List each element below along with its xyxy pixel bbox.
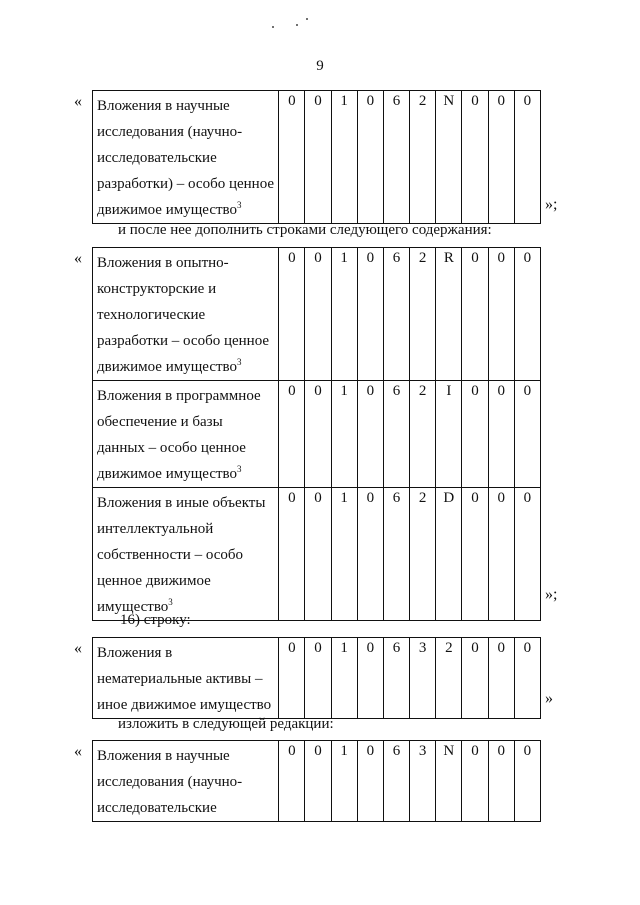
code-cell: 0 xyxy=(305,248,331,381)
code-cell: 1 xyxy=(331,638,357,719)
code-cell: 0 xyxy=(279,91,305,224)
code-cell: 0 xyxy=(357,741,383,822)
code-cell: 0 xyxy=(357,381,383,488)
table-row xyxy=(93,381,541,488)
code-cell: 0 xyxy=(305,381,331,488)
code-cell: 0 xyxy=(514,638,540,719)
label-line: исследования (научно- xyxy=(97,774,243,790)
label-line: исследовательские xyxy=(97,800,217,816)
code-cell: 6 xyxy=(383,741,409,822)
label-line: технологические xyxy=(97,307,206,323)
close-quote: »; xyxy=(545,196,558,213)
footnote-marker: 3 xyxy=(237,357,242,367)
label-line: собственности – особо xyxy=(97,547,243,563)
code-cell: 6 xyxy=(383,488,409,621)
code-table-4 xyxy=(92,740,541,822)
code-cell: 2 xyxy=(436,638,462,719)
label-line: Вложения в научные xyxy=(97,98,230,114)
label-line: Вложения в научные xyxy=(97,748,230,764)
footnote-marker: 3 xyxy=(237,200,242,210)
code-cell: 2 xyxy=(410,91,436,224)
code-cell: 0 xyxy=(462,741,488,822)
code-cell: 0 xyxy=(514,91,540,224)
code-cell: 2 xyxy=(410,248,436,381)
paragraph-item-16: 16) строку: xyxy=(120,612,191,628)
label-line: движимое имущество$^3$ xyxy=(97,464,242,482)
code-cell: 0 xyxy=(488,488,514,621)
label-line: исследования (научно- xyxy=(97,124,243,140)
open-quote: « xyxy=(74,250,82,267)
code-table-1 xyxy=(92,90,541,224)
code-cell: R xyxy=(436,248,462,381)
code-cell: 0 xyxy=(305,741,331,822)
code-cell: N xyxy=(436,91,462,224)
row-label xyxy=(93,248,279,381)
code-cell: 0 xyxy=(279,741,305,822)
code-cell: 0 xyxy=(462,248,488,381)
code-cell: 0 xyxy=(462,381,488,488)
code-cell: 0 xyxy=(488,741,514,822)
code-cell: 0 xyxy=(279,488,305,621)
code-cell: 0 xyxy=(514,488,540,621)
code-cell: 0 xyxy=(357,638,383,719)
code-cell: 0 xyxy=(462,638,488,719)
code-table-3 xyxy=(92,637,541,719)
label-line: иное движимое имущество xyxy=(97,697,272,713)
code-cell: 2 xyxy=(410,488,436,621)
label-line: обеспечение и базы xyxy=(97,414,223,430)
row-label xyxy=(93,381,279,488)
code-cell: 3 xyxy=(410,741,436,822)
code-cell: 0 xyxy=(279,638,305,719)
table-row xyxy=(93,248,541,381)
code-cell: 1 xyxy=(331,381,357,488)
label-line: Вложения в программное xyxy=(97,388,261,404)
table-row xyxy=(93,488,541,621)
code-cell: 0 xyxy=(305,488,331,621)
label-line: движимое имущество$^3$ xyxy=(97,357,242,375)
code-cell: N xyxy=(436,741,462,822)
code-cell: 0 xyxy=(488,91,514,224)
code-cell: 0 xyxy=(305,638,331,719)
footnote-marker: 3 xyxy=(237,464,242,474)
open-quote: « xyxy=(74,743,82,760)
code-cell: 0 xyxy=(462,488,488,621)
label-line: движимое имущество$^3$ xyxy=(97,200,242,218)
code-cell: 0 xyxy=(279,381,305,488)
label-line: интеллектуальной xyxy=(97,521,214,537)
code-cell: 0 xyxy=(357,91,383,224)
scan-speck xyxy=(272,26,274,28)
code-cell: 0 xyxy=(462,91,488,224)
code-cell: 6 xyxy=(383,248,409,381)
code-cell: 0 xyxy=(514,248,540,381)
scan-speck xyxy=(296,24,298,26)
open-quote: « xyxy=(74,93,82,110)
code-cell: 0 xyxy=(357,248,383,381)
table-row xyxy=(93,638,541,719)
code-cell: 6 xyxy=(383,91,409,224)
code-cell: 6 xyxy=(383,638,409,719)
code-cell: D xyxy=(436,488,462,621)
code-cell: 3 xyxy=(410,638,436,719)
table-row xyxy=(93,91,541,224)
close-quote: »; xyxy=(545,586,558,603)
close-quote: » xyxy=(545,690,553,707)
label-line: разработки – особо ценное xyxy=(97,333,270,349)
open-quote: « xyxy=(74,640,82,657)
paragraph-restate: изложить в следующей редакции: xyxy=(118,716,334,732)
label-line: Вложения в xyxy=(97,645,173,661)
paragraph-add-rows: и после нее дополнить строками следующего содержания: xyxy=(118,222,492,238)
code-cell: 0 xyxy=(279,248,305,381)
table-row xyxy=(93,741,541,822)
code-cell: 2 xyxy=(410,381,436,488)
label-line: Вложения в опытно- xyxy=(97,255,229,271)
code-cell: I xyxy=(436,381,462,488)
row-label xyxy=(93,741,279,822)
code-cell: 1 xyxy=(331,248,357,381)
scan-speck xyxy=(306,18,308,20)
code-cell: 0 xyxy=(488,381,514,488)
code-cell: 0 xyxy=(488,638,514,719)
code-cell: 0 xyxy=(488,248,514,381)
code-cell: 0 xyxy=(305,91,331,224)
code-cell: 1 xyxy=(331,91,357,224)
label-line: ценное движимое xyxy=(97,573,211,589)
code-table-2 xyxy=(92,247,541,621)
label-line: данных – особо ценное xyxy=(97,440,246,456)
code-cell: 1 xyxy=(331,488,357,621)
row-label xyxy=(93,91,279,224)
code-cell: 0 xyxy=(357,488,383,621)
code-cell: 1 xyxy=(331,741,357,822)
label-line: Вложения в иные объекты xyxy=(97,495,266,511)
code-cell: 0 xyxy=(514,741,540,822)
label-line: нематериальные активы – xyxy=(97,671,263,687)
code-cell: 0 xyxy=(514,381,540,488)
label-line: разработки) – особо ценное xyxy=(97,176,275,192)
page-number: 9 xyxy=(316,58,324,74)
row-label xyxy=(93,488,279,621)
label-line: имущество$^3$ xyxy=(97,597,173,615)
label-line: исследовательские xyxy=(97,150,217,166)
footnote-marker: 3 xyxy=(168,597,173,607)
row-label xyxy=(93,638,279,719)
label-line: конструкторские и xyxy=(97,281,217,297)
code-cell: 6 xyxy=(383,381,409,488)
